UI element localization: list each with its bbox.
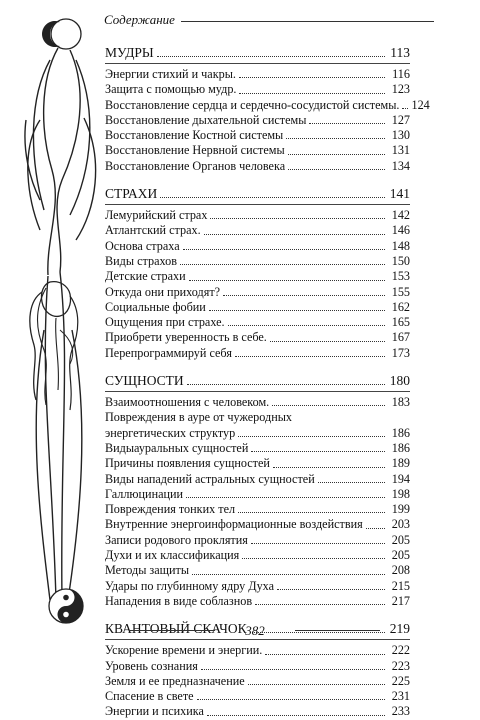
- entry-page: 173: [391, 345, 410, 360]
- leader-dots: [209, 310, 385, 311]
- crescent-moon-icon: [42, 19, 81, 49]
- leader-dots: [197, 699, 385, 700]
- leader-dots: [366, 528, 385, 529]
- entry-page: 150: [391, 253, 410, 268]
- entry-label: Спасение в свете: [105, 689, 194, 704]
- entry-label: Защита с помощью мудр.: [105, 82, 237, 97]
- leader-dots: [255, 604, 385, 605]
- leader-dots: [192, 574, 385, 575]
- entry-page: 186: [391, 425, 410, 440]
- toc-entry: [105, 643, 410, 658]
- toc-entry: [105, 689, 410, 704]
- entry-label: Атлантский страх.: [105, 223, 201, 238]
- header-title: Содержание: [104, 12, 181, 28]
- entry-page: 205: [391, 532, 410, 547]
- entry-label: Уровень сознания: [105, 658, 198, 673]
- section-rule: [105, 391, 410, 392]
- leader-dots: [273, 467, 385, 468]
- entry-page: 116: [392, 67, 410, 81]
- leader-dots: [210, 218, 385, 219]
- leader-dots: [248, 684, 385, 685]
- section-heading: [105, 185, 410, 202]
- section-page: 219: [389, 621, 410, 637]
- entry-label: Виды страхов: [105, 253, 177, 268]
- entry-page: 123: [391, 82, 410, 97]
- entry-label: Восстановление Костной системы: [105, 128, 284, 143]
- entry-page: 231: [391, 689, 410, 704]
- entry-label: Перепрограммируй себя: [105, 345, 232, 360]
- entry-page: 162: [391, 299, 410, 314]
- leader-dots: [238, 512, 385, 513]
- toc-entry: [105, 82, 410, 97]
- leader-dots: [186, 497, 385, 498]
- art-nouveau-ornament: [0, 0, 110, 650]
- entry-page: 142: [391, 208, 410, 223]
- toc-entry: [105, 563, 410, 578]
- toc-entry: [105, 315, 410, 330]
- entry-label: Детские страхи: [105, 269, 186, 284]
- toc-entry: [105, 533, 410, 548]
- leader-dots: [242, 558, 385, 559]
- toc-entry: [105, 579, 410, 594]
- entry-page: 134: [391, 158, 410, 173]
- leader-dots: [270, 341, 385, 342]
- toc-entry: [105, 704, 410, 719]
- entry-label: Откуда они приходят?: [105, 284, 221, 299]
- entry-label: Социальные фобии: [105, 299, 206, 314]
- leader-dots: [235, 356, 385, 357]
- entry-page: 233: [391, 704, 410, 719]
- section-title: СУЩНОСТИ: [105, 373, 184, 389]
- section-page: 180: [389, 373, 410, 389]
- entry-page: 222: [391, 643, 410, 658]
- toc-entry: [105, 346, 410, 361]
- leader-dots: [204, 234, 385, 235]
- section-heading: [105, 372, 410, 389]
- entry-page: 153: [391, 269, 410, 284]
- entry-label: Энергии стихий и чакры.: [105, 67, 236, 81]
- entry-label: Взаимоотношения с человеком.: [105, 395, 270, 410]
- footer-rule-right: [295, 630, 380, 631]
- leader-dots: [265, 654, 385, 655]
- toc-entry: [105, 395, 410, 410]
- entry-page: 215: [391, 578, 410, 593]
- entry-page: 217: [391, 593, 410, 608]
- entry-label: Повреждения в ауре от чужеродных: [105, 410, 292, 425]
- entry-page: 167: [391, 330, 410, 345]
- leader-dots: [318, 482, 385, 483]
- leader-dots: [207, 715, 385, 716]
- section-title: КВАНТОВЫЙ СКАЧОК: [105, 621, 247, 637]
- toc-section: [105, 185, 410, 361]
- entry-label: Восстановление Нервной системы: [105, 143, 285, 158]
- toc-entry: [105, 517, 410, 532]
- page-footer: [130, 622, 380, 638]
- entry-page: 223: [391, 658, 410, 673]
- entry-page: 155: [391, 284, 410, 299]
- entry-label: Основа страха: [105, 238, 180, 253]
- leader-dots: [157, 56, 385, 57]
- leader-dots: [286, 138, 385, 139]
- entry-page: 194: [391, 471, 410, 486]
- section-title: СТРАХИ: [105, 186, 158, 202]
- toc-entry: [105, 113, 410, 128]
- toc-entry: [105, 441, 410, 456]
- entry-label: Нападения в виде соблазнов: [105, 593, 253, 608]
- leader-dots: [309, 123, 385, 124]
- entry-label: Удары по глубинному ядру Духа: [105, 578, 275, 593]
- leader-dots: [288, 154, 385, 155]
- entry-label: Восстановление Органов человека: [105, 158, 286, 173]
- running-header: [104, 12, 434, 30]
- entry-label: Приобрети уверенность в себе.: [105, 330, 267, 345]
- section-title: МУДРЫ: [105, 45, 154, 60]
- leader-dots: [228, 325, 385, 326]
- section-page: 141: [389, 186, 410, 202]
- entry-page: 203: [391, 517, 410, 532]
- entry-page: 127: [391, 112, 410, 127]
- leader-dots: [187, 384, 385, 385]
- entry-page: 165: [391, 315, 410, 330]
- section-heading: [105, 44, 410, 61]
- yin-yang-icon: [49, 589, 83, 623]
- page-number: 382: [245, 623, 265, 638]
- entry-page: 131: [391, 143, 410, 158]
- leader-dots: [239, 77, 385, 78]
- toc-entry: [105, 208, 410, 223]
- leader-dots: [201, 669, 385, 670]
- toc-entry: [105, 300, 410, 315]
- toc-entry: [105, 269, 410, 284]
- toc-entry: [105, 97, 430, 113]
- toc-entry: [105, 456, 410, 471]
- leader-dots: [183, 249, 385, 250]
- toc-entry: [105, 285, 410, 300]
- entry-label-continued: энергетических структур: [105, 425, 236, 440]
- leader-dots: [277, 589, 385, 590]
- toc-entry: [105, 548, 410, 563]
- entry-label: Внутренние энергоинформационные воздействия: [105, 517, 363, 532]
- entry-label: Энергии и психика: [105, 704, 204, 719]
- section-rule: [105, 204, 410, 205]
- entry-page: 208: [391, 563, 410, 578]
- entry-label: Ускорение времени и энергии.: [105, 643, 263, 658]
- entry-page: 146: [391, 223, 410, 238]
- leader-dots: [160, 197, 385, 198]
- entry-label: Галлюцинации: [105, 486, 184, 501]
- entry-page: 183: [391, 395, 410, 410]
- entry-page: 186: [391, 440, 410, 455]
- footer-rule-left: [130, 630, 215, 631]
- entry-label: Восстановление сердца и сердечно-сосудистой системы.: [105, 97, 400, 112]
- leader-dots: [189, 280, 385, 281]
- entry-page: 225: [391, 673, 410, 688]
- leader-dots: [180, 264, 385, 265]
- entry-page: 198: [391, 486, 410, 501]
- toc-entry: [105, 472, 410, 487]
- leader-dots: [251, 451, 385, 452]
- toc-entry: [105, 594, 410, 609]
- toc-entry: [105, 254, 410, 269]
- leader-dots: [223, 295, 385, 296]
- toc-entry: [105, 223, 410, 238]
- toc-entry: [105, 159, 410, 174]
- toc-entry: [105, 674, 410, 689]
- entry-label: Записи родового проклятия: [105, 532, 248, 547]
- toc-entry: [105, 330, 410, 345]
- toc-entry: [105, 487, 410, 502]
- section-rule: [105, 63, 410, 64]
- leader-dots: [272, 405, 385, 406]
- entry-page: 148: [391, 238, 410, 253]
- table-of-contents: [105, 44, 430, 720]
- toc-entry: [105, 502, 410, 517]
- entry-label: Земля и ее предназначение: [105, 673, 245, 688]
- entry-page: 130: [391, 128, 410, 143]
- entry-label: Виды нападений астральных сущностей: [105, 471, 315, 486]
- entry-page: 205: [391, 548, 410, 563]
- toc-entry: [105, 143, 410, 158]
- entry-label: Повреждения тонких тел: [105, 502, 236, 517]
- leader-dots: [288, 169, 385, 170]
- leader-dots: [238, 436, 385, 437]
- leader-dots: [239, 93, 385, 94]
- entry-label: Ощущения при страхе.: [105, 315, 225, 330]
- toc-section: [105, 372, 410, 609]
- toc-entry: [105, 659, 410, 674]
- entry-label: Методы защиты: [105, 563, 190, 578]
- leader-dots: [402, 108, 408, 109]
- entry-label: Духи и их классификация: [105, 548, 240, 563]
- entry-label: Видыауральных сущностей: [105, 440, 249, 455]
- section-page: 113: [390, 45, 410, 60]
- entry-page: 189: [391, 456, 410, 471]
- toc-entry: [105, 239, 410, 254]
- entry-label: Лемурийский страх: [105, 208, 208, 223]
- entry-page: 199: [391, 502, 410, 517]
- toc-entry: [105, 67, 410, 82]
- leader-dots: [251, 543, 385, 544]
- entry-page: 124: [411, 97, 430, 112]
- toc-section: [105, 44, 430, 174]
- toc-entry: [105, 410, 410, 441]
- entry-label: Причины появления сущностей: [105, 456, 270, 471]
- toc-entry: [105, 128, 410, 143]
- section-rule: [105, 639, 410, 640]
- entry-label: Восстановление дыхательной системы: [105, 112, 307, 127]
